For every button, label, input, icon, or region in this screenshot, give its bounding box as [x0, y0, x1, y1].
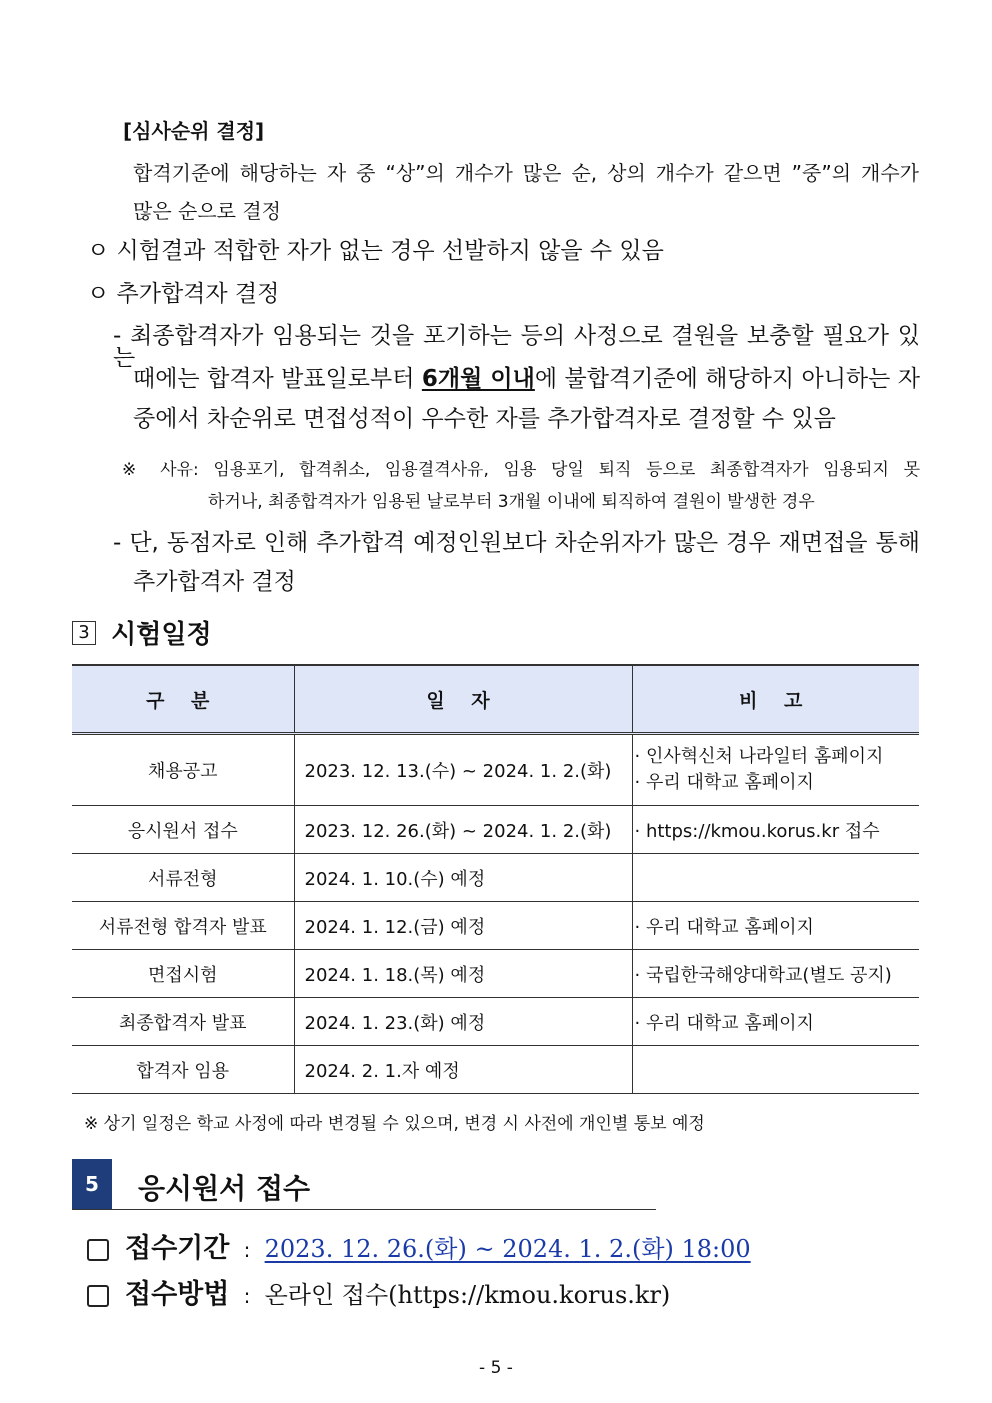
row-item: 최종합격자 발표 — [72, 998, 294, 1046]
section3-number: 3 — [72, 621, 96, 645]
row-item: 합격자 임용 — [72, 1046, 294, 1094]
page-number: - 5 - — [479, 1358, 513, 1378]
table-header-row — [72, 665, 919, 734]
additional-dash2-line2: 추가합격자 결정 — [133, 569, 296, 595]
row-date: 2024. 1. 10.(수) 예정 — [294, 854, 632, 902]
row-date: 2024. 1. 23.(화) 예정 — [294, 998, 632, 1046]
section5-number: 5 — [72, 1159, 112, 1209]
application-method-row — [87, 1278, 670, 1313]
table-row — [72, 950, 919, 998]
period-separator: : — [243, 1238, 251, 1262]
reason-note-line2: 하거나, 최종합격자가 임용된 날로부터 3개월 이내에 퇴직하여 결원이 발생한 경우 — [208, 492, 815, 512]
row-item: 서류전형 합격자 발표 — [72, 902, 294, 950]
row-date: 2023. 12. 26.(화) ~ 2024. 1. 2.(화) — [294, 806, 632, 854]
row-note — [632, 1046, 919, 1094]
header-date: 일 자 — [294, 665, 632, 734]
application-period-row — [87, 1232, 751, 1267]
additional-dash1-line3: 중에서 차순위로 면접성적이 우수한 자를 추가합격자로 결정할 수 있음 — [133, 406, 836, 432]
row-note: · 우리 대학교 홈페이지 — [632, 998, 919, 1046]
section3-heading — [72, 614, 212, 651]
header-remarks: 비 고 — [632, 665, 919, 734]
row-note-line: · 인사혁신처 나라일터 홈페이지 — [634, 746, 884, 767]
header-category: 구 분 — [72, 665, 294, 734]
table-row — [72, 734, 919, 806]
row-note-line: · 우리 대학교 홈페이지 — [634, 772, 814, 793]
row-date: 2024. 1. 12.(금) 예정 — [294, 902, 632, 950]
section3-title: 시험일정 — [111, 620, 212, 650]
ranking-text-line1: 합격기준에 해당하는 자 중 “상”의 개수가 많은 순, 상의 개수가 같으면 ”중”의 개수가 — [133, 161, 919, 185]
row-note — [632, 854, 919, 902]
bullet-no-selection: ㅇ 시험결과 적합한 자가 없는 경우 선발하지 않을 수 있음 — [87, 238, 664, 264]
application-period-value: 2023. 12. 26.(화) ~ 2024. 1. 2.(화) 18:00 — [264, 1235, 751, 1263]
row-note: · 국립한국해양대학교(별도 공지) — [632, 950, 919, 998]
table-row — [72, 806, 919, 854]
application-period-label: 접수기간 — [125, 1233, 230, 1264]
ranking-heading: [심사순위 결정] — [123, 119, 265, 143]
application-method-label: 접수방법 — [125, 1279, 230, 1310]
additional-dash2-line1: - 단, 동점자로 인해 추가합격 예정인원보다 차순위자가 많은 경우 재면접을 통해 — [113, 530, 920, 556]
ranking-text-line2: 많은 순으로 결정 — [133, 199, 281, 223]
row-note: · https://kmou.korus.kr 접수 — [632, 806, 919, 854]
row-item: 면접시험 — [72, 950, 294, 998]
schedule-table — [72, 664, 919, 1094]
reason-note-line1: ※ 사유: 임용포기, 합격취소, 임용결격사유, 임용 당일 퇴직 등으로 최종합격자가 임용되지 못 — [122, 460, 920, 480]
row-date: 2023. 12. 13.(수) ~ 2024. 1. 2.(화) — [294, 734, 632, 806]
application-method-value: 온라인 접수(https://kmou.korus.kr) — [264, 1281, 671, 1309]
row-item: 서류전형 — [72, 854, 294, 902]
checkbox-icon — [87, 1239, 109, 1261]
six-months-emphasis: 6개월 이내 — [421, 366, 535, 392]
additional-dash1-line2 — [133, 368, 920, 390]
row-note — [632, 734, 919, 806]
additional-dash1-line2-post: 에 불합격기준에 해당하지 아니하는 자 — [534, 366, 920, 392]
additional-dash1-line2-pre: 때에는 합격자 발표일로부터 — [133, 366, 415, 392]
row-date: 2024. 1. 18.(목) 예정 — [294, 950, 632, 998]
row-note: · 우리 대학교 홈페이지 — [632, 902, 919, 950]
table-row — [72, 998, 919, 1046]
additional-dash1-line1: - 최종합격자가 임용되는 것을 포기하는 등의 사정으로 결원을 보충할 필요가 있는 — [113, 323, 920, 371]
table-row — [72, 902, 919, 950]
section5-title: 응시원서 접수 — [138, 1172, 311, 1205]
row-date: 2024. 2. 1.자 예정 — [294, 1046, 632, 1094]
bullet-additional-pass: ㅇ 추가합격자 결정 — [87, 281, 280, 307]
schedule-footnote: ※ 상기 일정은 학교 사정에 따라 변경될 수 있으며, 변경 시 사전에 개인별 통보 예정 — [84, 1114, 705, 1134]
section5-heading — [72, 1159, 656, 1210]
table-row — [72, 854, 919, 902]
row-item: 응시원서 접수 — [72, 806, 294, 854]
row-item: 채용공고 — [72, 734, 294, 806]
checkbox-icon — [87, 1285, 109, 1307]
table-row — [72, 1046, 919, 1094]
method-separator: : — [243, 1284, 251, 1308]
